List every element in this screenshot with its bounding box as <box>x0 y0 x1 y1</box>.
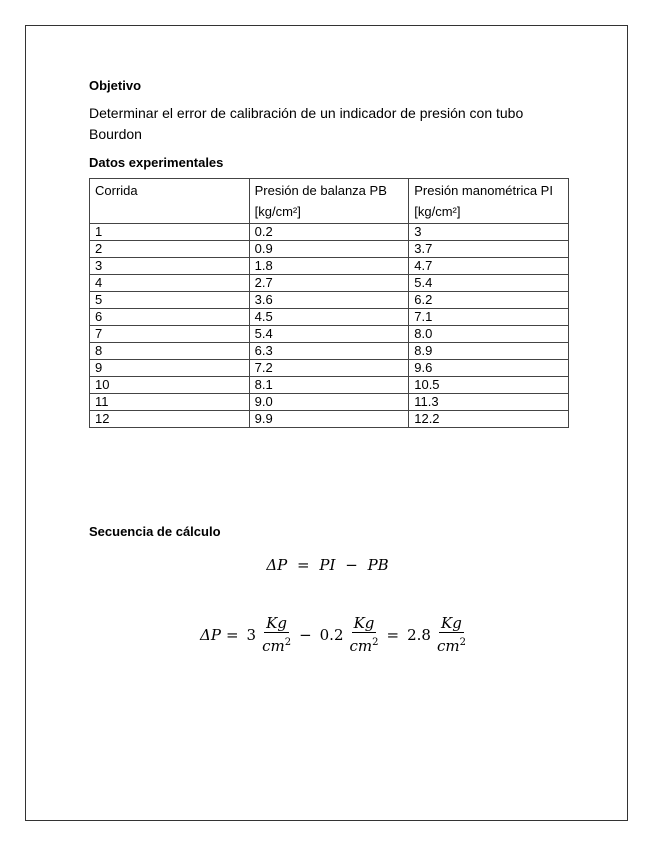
cell-pb: 6.3 <box>249 343 409 360</box>
table-row <box>90 394 569 411</box>
cell-corrida: 8 <box>90 343 250 360</box>
unit-fraction: $\frac{Kg}{cm^2}$ <box>436 614 466 655</box>
header-corrida: Corrida <box>90 179 250 224</box>
objective-heading: Objetivo <box>89 78 142 93</box>
table-body <box>90 224 569 428</box>
data-heading: Datos experimentales <box>89 155 224 170</box>
table-row <box>90 377 569 394</box>
cell-corrida: 10 <box>90 377 250 394</box>
cell-pi: 11.3 <box>409 394 569 411</box>
cell-pi: 3 <box>409 224 569 241</box>
cell-pb: 7.2 <box>249 360 409 377</box>
table-header-row <box>90 179 569 224</box>
cell-pi: 9.6 <box>409 360 569 377</box>
cell-pb: 3.6 <box>249 292 409 309</box>
table-row <box>90 343 569 360</box>
eq2-value-pb: 0.2 <box>319 626 344 644</box>
table-row <box>90 224 569 241</box>
cell-pi: 8.0 <box>409 326 569 343</box>
eq1-lhs: ΔP <box>266 556 288 574</box>
header-pi: Presión manométrica PI [kg/cm²] <box>409 179 569 224</box>
cell-corrida: 3 <box>90 258 250 275</box>
cell-corrida: 11 <box>90 394 250 411</box>
cell-corrida: 2 <box>90 241 250 258</box>
objective-text: Determinar el error de calibración de un indicador de presión con tubo Bourdon <box>89 105 524 142</box>
cell-pi: 10.5 <box>409 377 569 394</box>
cell-corrida: 1 <box>90 224 250 241</box>
table-row <box>90 258 569 275</box>
cell-pi: 12.2 <box>409 411 569 428</box>
cell-corrida: 5 <box>90 292 250 309</box>
header-pb: Presión de balanza PB [kg/cm²] <box>249 179 409 224</box>
cell-pb: 0.9 <box>249 241 409 258</box>
table-row <box>90 275 569 292</box>
cell-corrida: 4 <box>90 275 250 292</box>
eq2-result: 2.8 <box>407 626 431 644</box>
data-table <box>89 178 569 428</box>
cell-corrida: 6 <box>90 309 250 326</box>
unit-fraction: $\frac{Kg}{cm^2}$ <box>349 614 379 655</box>
cell-pb: 5.4 <box>249 326 409 343</box>
eq1-pb: PB <box>367 556 389 574</box>
table-row <box>90 241 569 258</box>
table-row <box>90 360 569 377</box>
cell-pi: 4.7 <box>409 258 569 275</box>
cell-pi: 8.9 <box>409 343 569 360</box>
cell-pi: 7.1 <box>409 309 569 326</box>
eq2-value-pi: 3 <box>246 626 257 644</box>
document-page <box>25 25 628 821</box>
cell-pb: 4.5 <box>249 309 409 326</box>
cell-pb: 9.9 <box>249 411 409 428</box>
content-block <box>89 78 569 428</box>
table-row <box>90 411 569 428</box>
calc-heading: Secuencia de cálculo <box>89 524 221 539</box>
cell-pb: 9.0 <box>249 394 409 411</box>
cell-corrida: 7 <box>90 326 250 343</box>
cell-pb: 0.2 <box>249 224 409 241</box>
cell-pi: 3.7 <box>409 241 569 258</box>
cell-pb: 1.8 <box>249 258 409 275</box>
cell-pb: 2.7 <box>249 275 409 292</box>
table-row <box>90 309 569 326</box>
equation-delta-p: ΔP = PI − PB <box>266 556 389 574</box>
cell-corrida: 12 <box>90 411 250 428</box>
cell-pi: 6.2 <box>409 292 569 309</box>
eq1-pi: PI <box>319 556 336 574</box>
eq2-lhs: ΔP <box>200 626 221 644</box>
table-row <box>90 292 569 309</box>
cell-pb: 8.1 <box>249 377 409 394</box>
equation-example: ΔP = 3 $\frac{Kg}{cm^2}$ − 0.2 $\frac{Kg}{cm^2}$ = 2.8 $\frac{Kg}{cm^2}$ <box>200 614 466 655</box>
cell-pi: 5.4 <box>409 275 569 292</box>
cell-corrida: 9 <box>90 360 250 377</box>
table-row <box>90 326 569 343</box>
unit-fraction: $\frac{Kg}{cm^2}$ <box>262 614 292 655</box>
